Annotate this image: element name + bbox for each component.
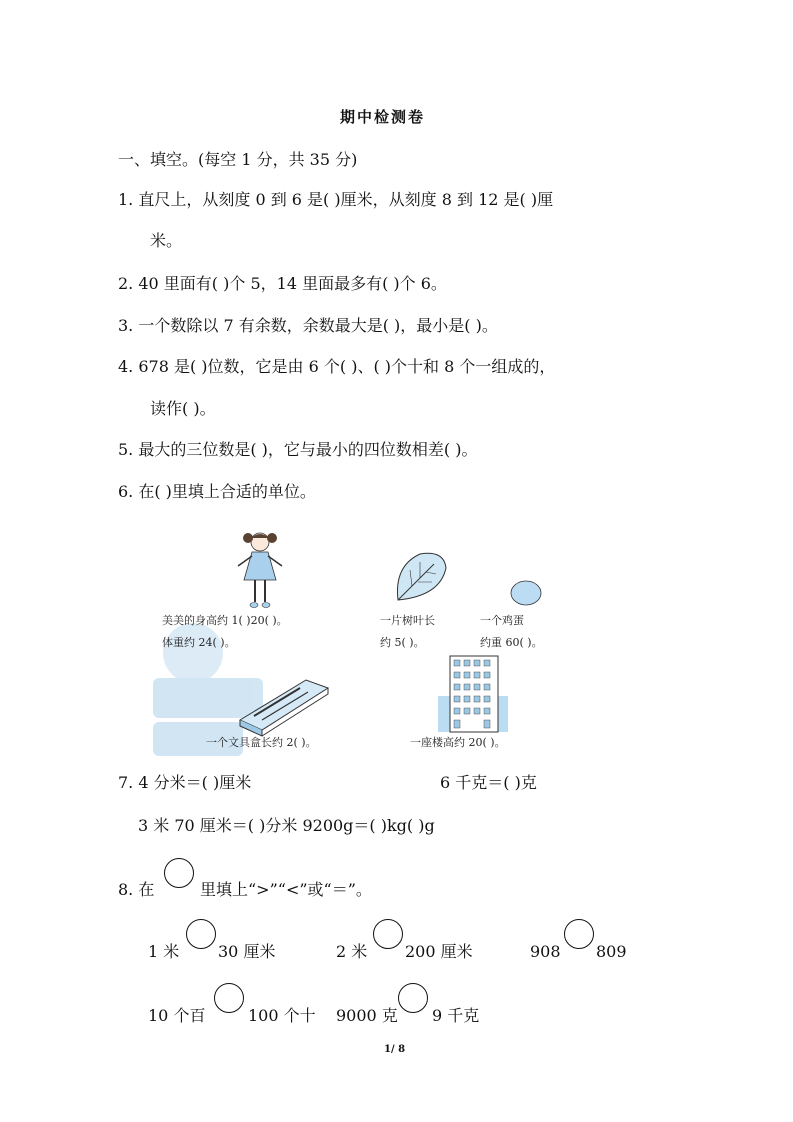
question-4-line-1: 4. 678 是( )位数，它是由 6 个( )、( )个十和 8 个一组成的，	[118, 357, 556, 376]
compare-circle-4[interactable]	[214, 983, 244, 1013]
page-title: 期中检测卷	[340, 108, 426, 126]
question-8-label: 8. 在	[118, 880, 155, 899]
caption-egg-line-2: 约重 60( )。	[480, 636, 543, 649]
question-7-a: 7. 4 分米＝( )厘米	[118, 773, 252, 792]
question-1-line-1: 1. 直尺上，从刻度 0 到 6 是( )厘米，从刻度 8 到 12 是( )厘	[118, 190, 554, 209]
compare-right: 200 厘米	[405, 942, 473, 961]
page-number: 1/ 8	[384, 1044, 406, 1055]
question-7-b: 6 千克＝( )克	[440, 773, 537, 792]
compare-right: 9 千克	[432, 1006, 480, 1025]
building-illustration	[438, 656, 508, 732]
pencil-case-illustration	[236, 676, 332, 736]
caption-egg-line-1: 一个鸡蛋	[480, 614, 524, 627]
leaf-illustration	[390, 548, 450, 608]
question-4-line-2: 读作( )。	[150, 399, 216, 418]
question-7-c: 3 米 70 厘米＝( )分米 9200g＝( )kg( )g	[138, 816, 435, 835]
compare-left: 10 个百	[148, 1006, 206, 1025]
caption-building: 一座楼高约 20( )。	[410, 736, 506, 749]
question-8-instruction: 里填上“>”“<”或“＝”。	[200, 880, 372, 899]
girl-illustration	[232, 528, 288, 612]
compare-circle-3[interactable]	[564, 919, 594, 949]
section-heading: 一、填空。(每空 1 分，共 35 分)	[118, 150, 358, 169]
caption-girl-weight: 体重约 24( )。	[162, 636, 236, 649]
caption-pencil-case: 一个文具盒长约 2( )。	[206, 736, 317, 749]
compare-left: 2 米	[336, 942, 368, 961]
egg-illustration	[508, 578, 544, 608]
question-6: 6. 在( )里填上合适的单位。	[118, 482, 316, 501]
compare-left: 9000 克	[336, 1006, 398, 1025]
compare-right: 809	[596, 942, 627, 961]
question-5: 5. 最大的三位数是( )，它与最小的四位数相差( )。	[118, 440, 478, 459]
compare-left: 1 米	[148, 942, 180, 961]
answer-circle[interactable]	[164, 858, 194, 888]
compare-circle-2[interactable]	[373, 919, 403, 949]
caption-leaf-line-2: 约 5( )。	[380, 636, 425, 649]
caption-girl-height: 美美的身高约 1( )20( )。	[162, 614, 288, 627]
compare-right: 30 厘米	[218, 942, 276, 961]
compare-circle-1[interactable]	[186, 919, 216, 949]
caption-leaf-line-1: 一片树叶长	[380, 614, 435, 627]
compare-circle-5[interactable]	[398, 983, 428, 1013]
question-1-line-2: 米。	[150, 231, 183, 250]
compare-right: 100 个十	[248, 1006, 316, 1025]
question-3: 3. 一个数除以 7 有余数，余数最大是( )，最小是( )。	[118, 316, 498, 335]
compare-left: 908	[530, 942, 561, 961]
question-2: 2. 40 里面有( )个 5，14 里面最多有( )个 6。	[118, 274, 447, 293]
